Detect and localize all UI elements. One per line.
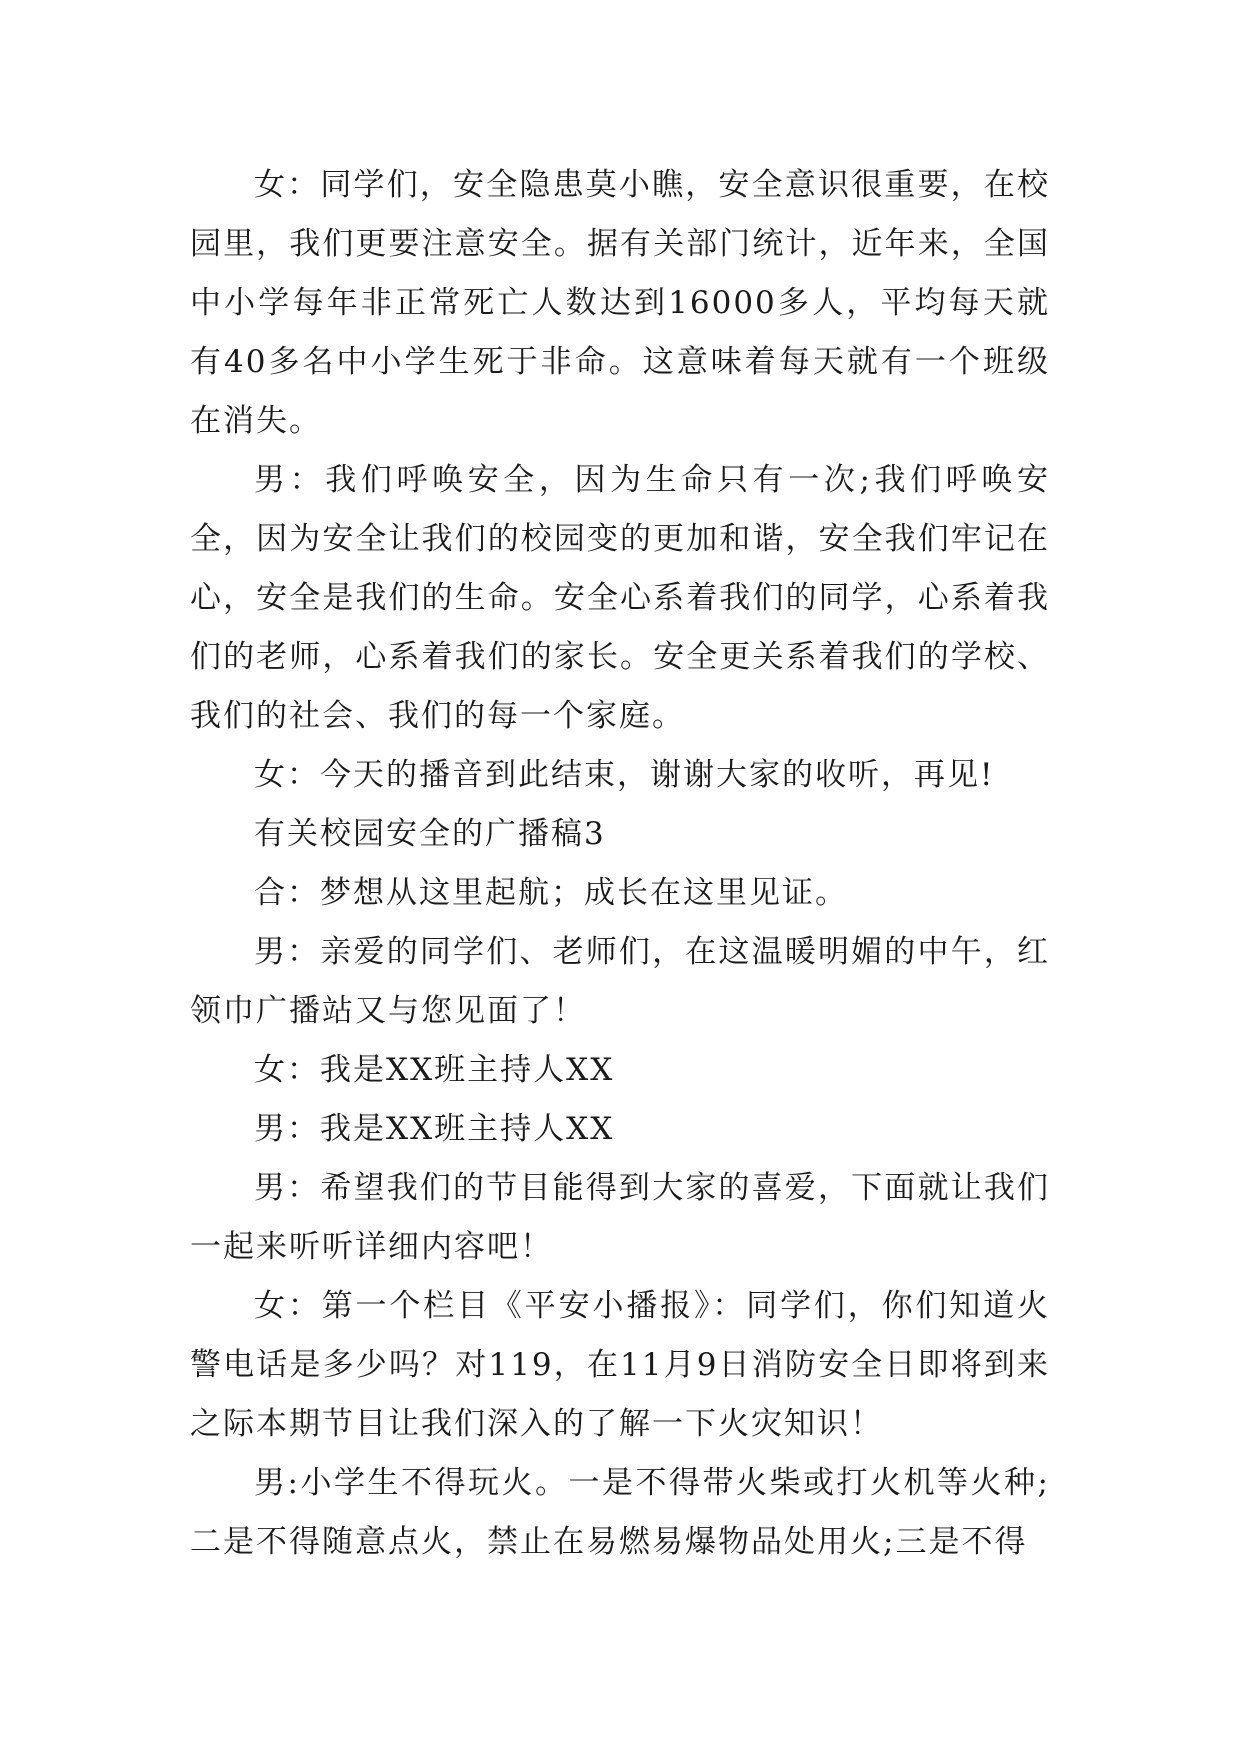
paragraph: 男:小学生不得玩火。一是不得带火柴或打火机等火种;二是不得随意点火，禁止在易燃易爆物品处用火;三是不得 [190,1465,1050,1560]
paragraph: 男：我们呼唤安全，因为生命只有一次;我们呼唤安全，因为安全让我们的校园变的更加和谐，安全我们牢记在心，安全是我们的生命。安全心系着我们的同学，心系着我们的老师，心系着我们的家长。安全更关系着我们的学校、我们的社会、我们的每一个家庭。 [190,462,1050,734]
section-heading: 有关校园安全的广播稿3 [254,816,606,852]
paragraph: 女：今天的播音到此结束，谢谢大家的收听，再见! [254,757,995,793]
paragraph: 男：希望我们的节目能得到大家的喜爱，下面就让我们一起来听听详细内容吧！ [190,1170,1050,1265]
paragraph: 男：我是XX班主持人XX [254,1111,615,1147]
paragraph: 女：同学们，安全隐患莫小瞧，安全意识很重要，在校园里，我们更要注意安全。据有关部门统计，近年来，全国中小学每年非正常死亡人数达到16000多人，平均每天就有40多名中小学生死于非命。这意味着每天就有一个班级在消失。 [190,167,1050,439]
paragraph: 男：亲爱的同学们、老师们，在这温暖明媚的中午，红领巾广播站又与您见面了！ [190,934,1050,1029]
paragraph: 女：第一个栏目《平安小播报》：同学们，你们知道火警电话是多少吗？对119，在11月9日消防安全日即将到来之际本期节目让我们深入的了解一下火灾知识！ [190,1288,1050,1442]
paragraph: 女：我是XX班主持人XX [254,1052,615,1088]
paragraph: 合：梦想从这里起航；成长在这里见证。 [254,875,848,911]
document-body [190,156,1050,1572]
